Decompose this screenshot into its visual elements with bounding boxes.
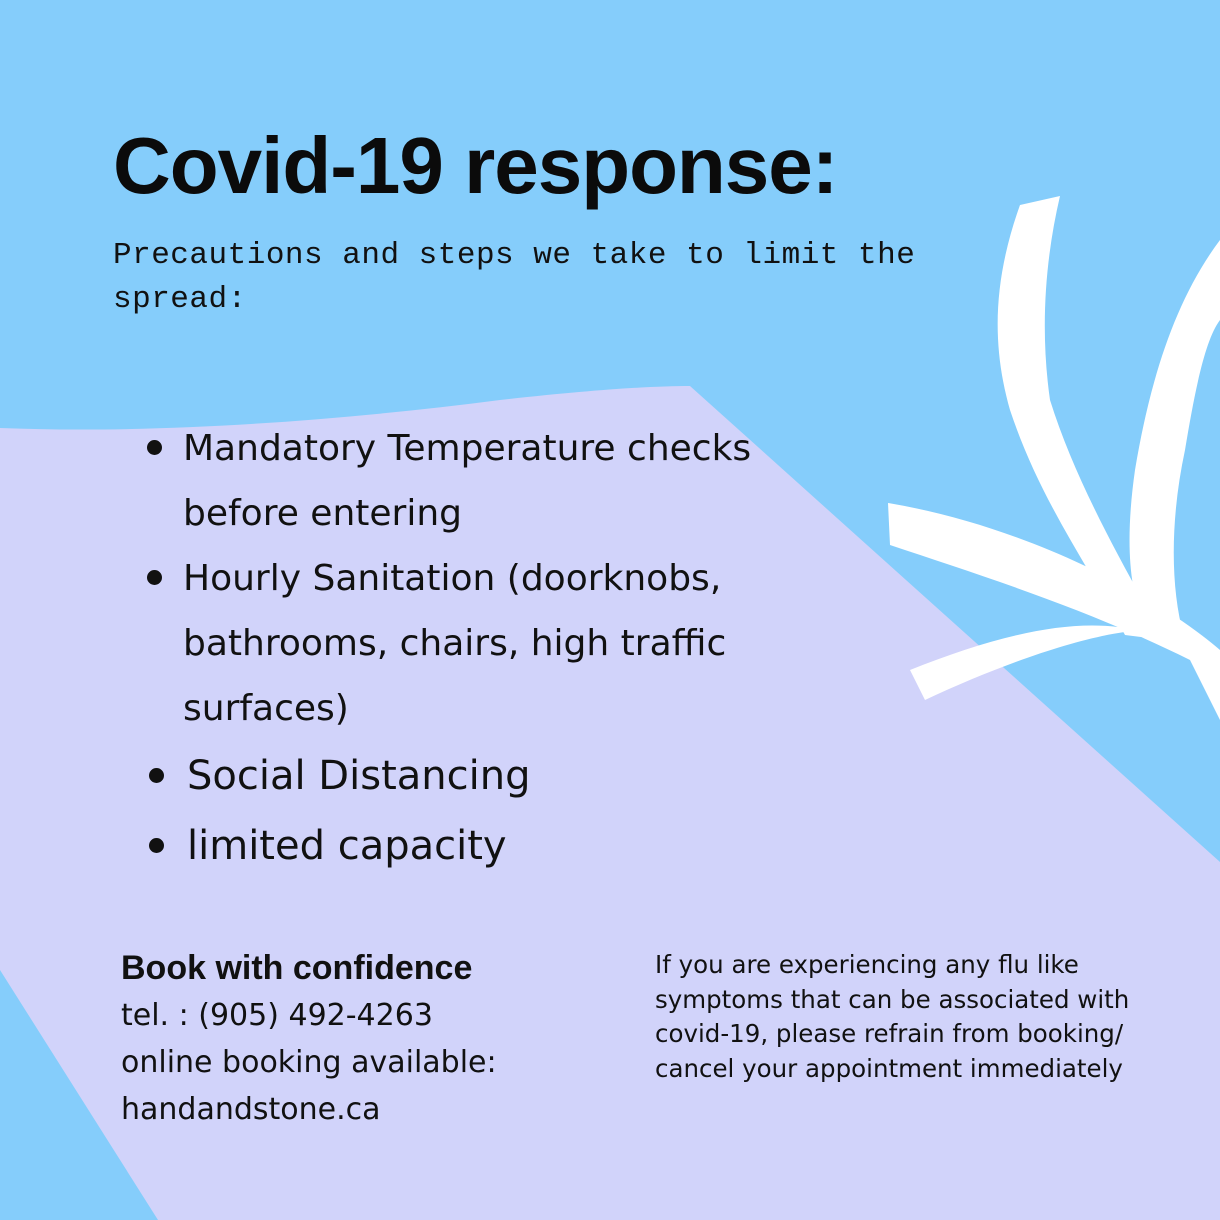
list-item-text: Social Distancing bbox=[187, 753, 531, 799]
precautions-list bbox=[145, 416, 845, 881]
page-title: Covid-19 response: bbox=[113, 121, 838, 210]
website-url: handandstone.ca bbox=[121, 1092, 381, 1127]
booking-title: Book with confidence bbox=[121, 949, 473, 987]
bullet-icon bbox=[149, 838, 164, 853]
booking-info bbox=[121, 944, 591, 1133]
list-item-text: Hourly Sanitation (doorknobs, bathrooms, chairs, high traffic surfaces) bbox=[183, 558, 727, 729]
list-item bbox=[145, 811, 845, 881]
list-item bbox=[145, 416, 845, 546]
page-subtitle: Precautions and steps we take to limit the spread: bbox=[113, 238, 916, 317]
list-item-text: limited capacity bbox=[187, 823, 507, 869]
online-booking-text: online booking available: bbox=[121, 1045, 497, 1080]
list-item-text: Mandatory Temperature checks before entering bbox=[183, 428, 752, 534]
list-item bbox=[145, 741, 845, 811]
list-item bbox=[145, 546, 845, 741]
bullet-icon bbox=[147, 440, 162, 455]
phone-number: tel. : (905) 492-4263 bbox=[121, 998, 433, 1033]
symptoms-warning: If you are experiencing any flu like symptoms that can be associated with covid-19, please refrain from booking/ cancel your appointment immediately bbox=[655, 950, 1130, 1083]
bullet-icon bbox=[147, 570, 162, 585]
bullet-icon bbox=[149, 768, 164, 783]
